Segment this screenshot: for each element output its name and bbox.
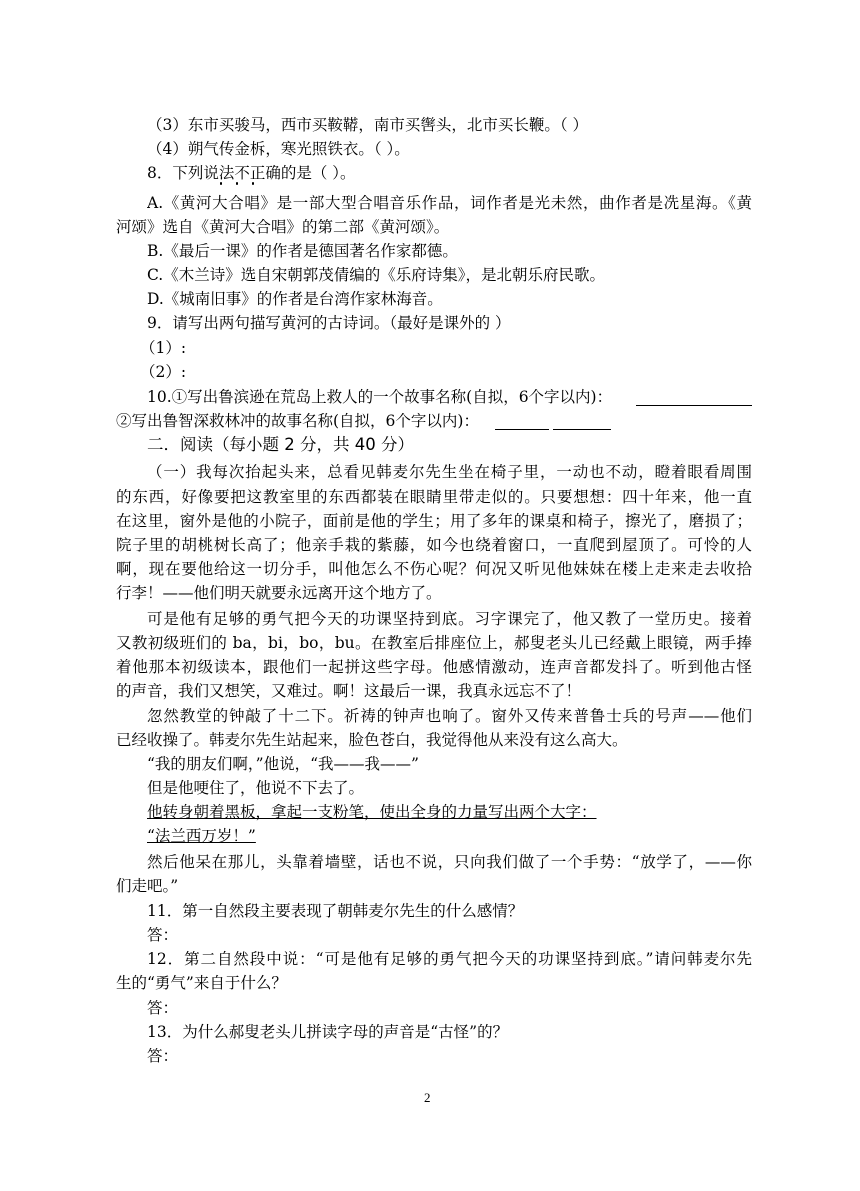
q10-part2: ②写出鲁智深救林冲的故事名称(自拟，6个字以内)： [116,412,479,430]
question-12-line1: 12．第二自然段中说：“可是他有足够的勇气把今天的功课坚持到底。”请问韩麦尔先 [147,950,752,968]
q8-option-b: B.《最后一课》的作者是德国著名作家都德。 [147,242,458,260]
passage-p3-line2: 已经收操了。韩麦尔先生站起来，脸色苍白，我觉得他从来没有这么高大。 [116,731,628,749]
q8-option-a-line2: 河颂》选自《黄河大合唱》的第二部《黄河颂》。 [116,218,450,236]
q7-item-4: （4）朔气传金柝，寒光照铁衣。（ ）。 [147,140,410,158]
q9-answer-1: （1）: [140,339,187,357]
passage-p2-line3: 着他那本初级读本，跟他们一起拼这些字母。他感情激动，连声音都发抖了。听到他古怪 [116,658,752,676]
q9-title: 9．请写出两句描写黄河的古诗词。（最好是课外的 ） [147,314,511,332]
passage-p1-line6: 行李！——他们明天就要永远离开这个地方了。 [116,584,442,602]
q8-option-d: D.《城南旧事》的作者是台湾作家林海音。 [147,290,443,308]
passage-p2-line4: 的声音，我们又想笑，又难过。啊！这最后一课，我真永远忘不了！ [116,682,582,700]
q8-title: 8．下列说法不正确的是（ ）。 [147,164,356,182]
passage-p1-line2: 的东西，好像要把这教室里的东西都装在眼睛里带走似的。只要想想：四十年来，他一直 [116,488,752,506]
page-number: 2 [424,1090,431,1105]
section-2-title: 二．阅读（每小题 2 分，共 40 分） [147,435,414,454]
answer-13: 答： [147,1047,179,1065]
passage-p1-line5: 啊，现在要他给这一切分手，叫他怎么不伤心呢？何况又听见他妹妹在楼上走来走去收拾 [116,560,752,578]
q10-part1: 10.①写出鲁滨逊在荒岛上救人的一个故事名称(自拟，6个字以内)： [147,388,613,406]
passage-p1-line4: 院子里的胡桃树长高了；他亲手栽的紫藤，如今也绕着窗口，一直爬到屋顶了。可怜的人 [116,536,752,554]
passage-p4: “我的朋友们啊，”他说，“我——我——” [147,755,419,773]
passage-p3-line1: 忽然教堂的钟敲了十二下。祈祷的钟声也响了。窗外又传来普鲁士兵的号声——他们 [147,707,752,725]
passage-p8-line1: 然后他呆在那儿，头靠着墙壁，话也不说，只向我们做了一个手势：“放学了，——你 [147,853,752,871]
passage-p2-line1: 可是他有足够的勇气把今天的功课坚持到底。习字课完了，他又教了一堂历史。接着 [147,610,752,628]
passage-p2-line2: 又教初级班们的 ba，bi，bo，bu。在教室后排座位上，郝叟老头儿已经戴上眼镜，两手捧 [116,634,752,652]
emphasis-dots [213,182,261,185]
q10-answer-blank-3 [553,429,611,430]
question-13: 13．为什么郝叟老头儿拼读字母的声音是“古怪”的？ [147,1023,509,1041]
answer-11: 答： [147,926,179,944]
q10-answer-blank-2 [495,429,549,430]
passage-p1-line3: 在这里，窗外是他的小院子，面前是他的学生；用了多年的课桌和椅子，擦光了，磨损了； [116,512,752,530]
passage-p5: 但是他哽住了，他说不下去了。 [147,779,365,797]
q7-item-3: （3）东市买骏马，西市买鞍鞯，南市买辔头，北市买长鞭。（ ） [147,116,589,134]
passage-p7-underlined: “法兰西万岁！” [147,827,256,845]
q8-option-c: C.《木兰诗》选自宋朝郭茂倩编的《乐府诗集》，是北朝乐府民歌。 [147,266,605,284]
question-12-line2: 生的“勇气”来自于什么？ [116,974,287,992]
q9-answer-2: （2）: [140,363,187,381]
passage-p6-underlined: 他转身朝着黑板，拿起一支粉笔，使出全身的力量写出两个大字： [147,803,597,821]
q8-option-a-line1: A.《黄河大合唱》是一部大型合唱音乐作品，词作者是光未然，曲作者是冼星海。《黄 [147,194,752,212]
passage-p8-line2: 们走吧。” [116,877,179,895]
q10-answer-blank-1 [636,405,752,406]
answer-12: 答： [147,999,179,1017]
question-11: 11．第一自然段主要表现了朝韩麦尔先生的什么感情？ [147,902,524,920]
passage-p1-line1: （一）我每次抬起头来，总看见韩麦尔先生坐在椅子里，一动也不动，瞪着眼看周围 [147,463,752,481]
